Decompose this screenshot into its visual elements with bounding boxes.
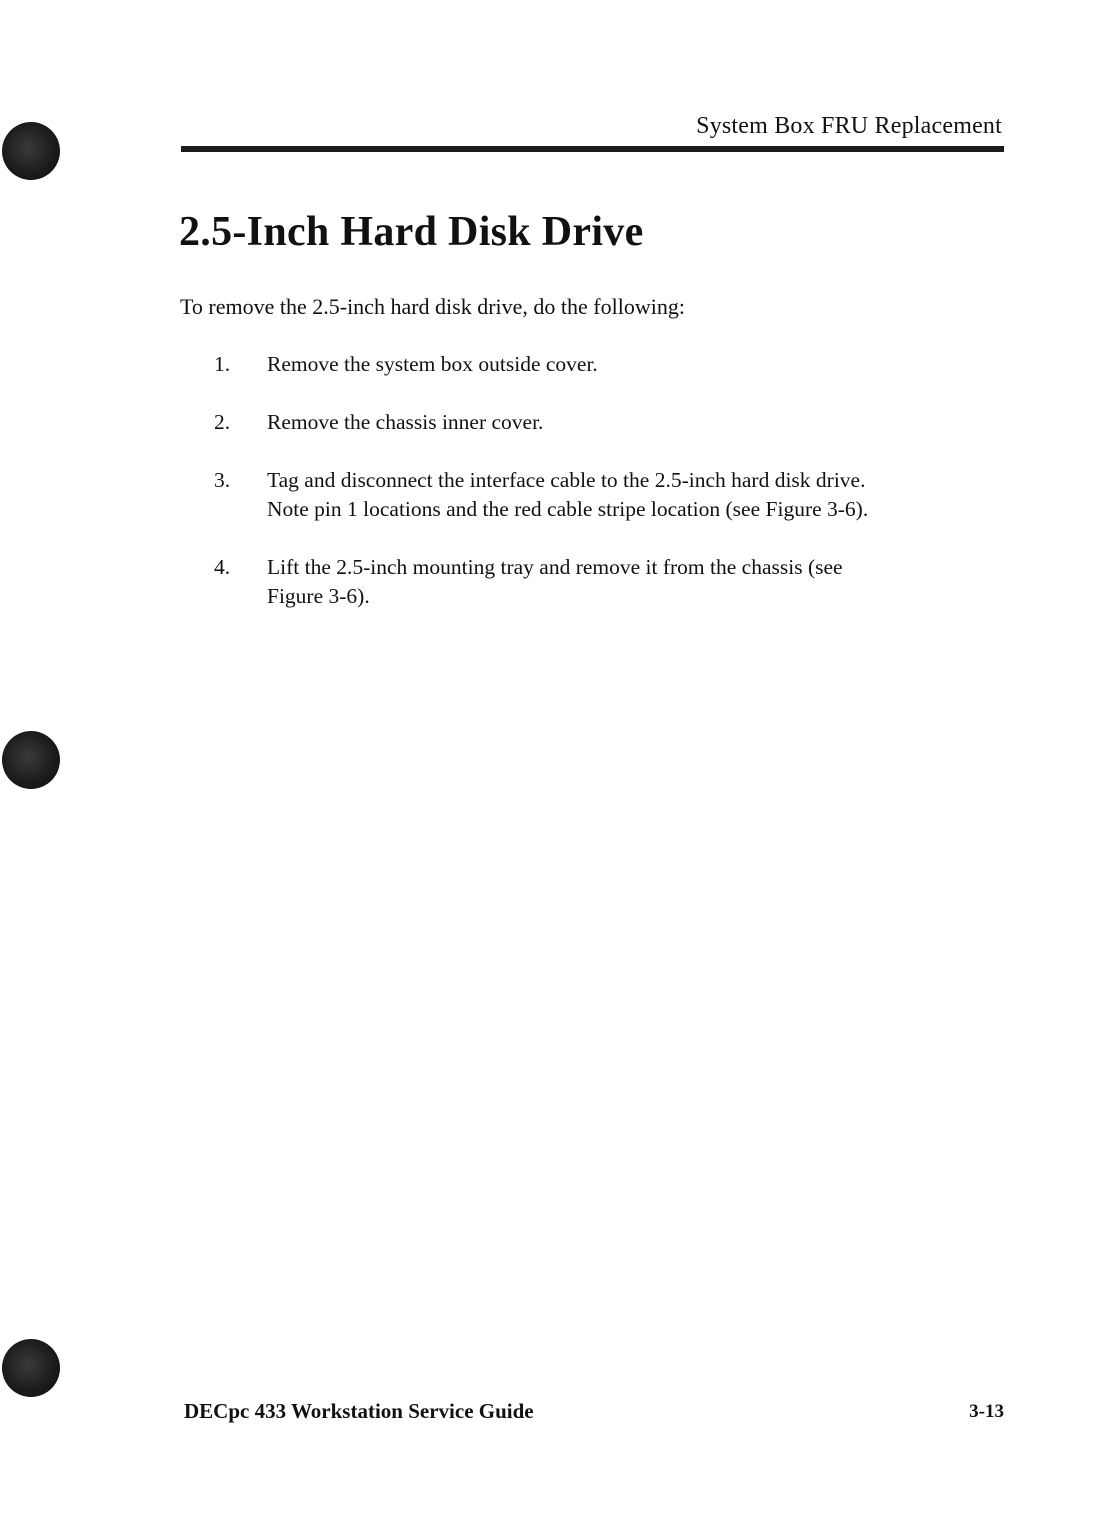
step-text: Tag and disconnect the interface cable to the 2.5-inch hard disk drive. Note pin 1 locations and the red cable stripe location (see Figure 3-6).	[267, 468, 869, 521]
footer-document-title: DECpc 433 Workstation Service Guide	[184, 1399, 534, 1423]
step-item	[214, 350, 874, 379]
step-text: Lift the 2.5-inch mounting tray and remove it from the chassis (see Figure 3-6).	[267, 555, 843, 608]
binder-hole-top	[2, 122, 60, 180]
procedure-steps	[214, 350, 874, 640]
step-number: 1.	[214, 352, 231, 376]
running-header: System Box FRU Replacement	[696, 113, 1002, 139]
step-item	[214, 466, 874, 524]
binder-hole-middle	[2, 731, 60, 789]
binder-hole-bottom	[2, 1339, 60, 1397]
header-rule	[181, 146, 1004, 152]
step-text: Remove the chassis inner cover.	[267, 410, 544, 434]
page-title: 2.5-Inch Hard Disk Drive	[179, 209, 644, 255]
step-item	[214, 408, 874, 437]
step-number: 4.	[214, 555, 231, 579]
step-item	[214, 553, 874, 611]
intro-paragraph: To remove the 2.5-inch hard disk drive, do the following:	[180, 294, 685, 319]
page-number: 3-13	[969, 1401, 1004, 1422]
step-number: 2.	[214, 410, 231, 434]
step-text: Remove the system box outside cover.	[267, 352, 598, 376]
step-number: 3.	[214, 468, 231, 492]
